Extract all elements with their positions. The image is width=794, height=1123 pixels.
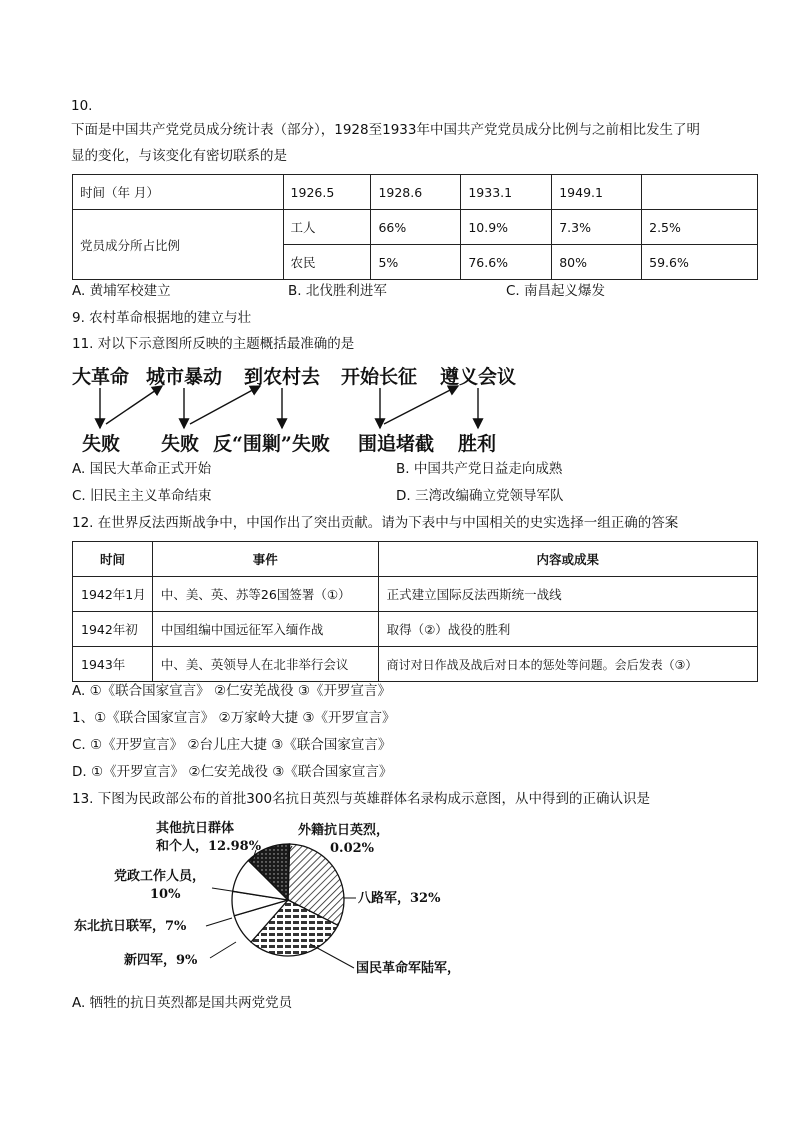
q12-option-a: A. ①《联合国家宣言》 ②仁安羌战役 ③《开罗宣言》 xyxy=(72,683,391,699)
table-cell: 取得（②）战役的胜利 xyxy=(378,612,757,647)
pie-slice-label: 0.02% xyxy=(330,841,375,856)
table-cell: 1943年 xyxy=(73,647,153,682)
flow-node: 大革命 xyxy=(72,366,130,388)
flow-node: 到农村去 xyxy=(244,366,321,388)
peasant-value: 59.6% xyxy=(642,245,758,280)
table-cell: 中、美、英、苏等26国签署（①） xyxy=(152,577,378,612)
peasant-label: 农民 xyxy=(283,245,371,280)
table-cell: 1942年1月 xyxy=(73,577,153,612)
year-cell xyxy=(642,175,758,210)
table-cell: 中、美、英领导人在北非举行会议 xyxy=(152,647,378,682)
peasant-value: 80% xyxy=(552,245,642,280)
composition-label: 党员成分所占比例 xyxy=(73,210,284,280)
peasant-value: 5% xyxy=(371,245,461,280)
q11-option-d: D. 三湾改编确立党领导军队 xyxy=(396,488,564,504)
table-cell: 商讨对日作战及战后对日本的惩处等问题。会后发表（③） xyxy=(378,647,757,682)
q12-stem: 12. 在世界反法西斯战争中，中国作出了突出贡献。请为下表中与中国相关的史实选择一组正确的答案 xyxy=(72,515,679,531)
flow-node: 围追堵截 xyxy=(358,433,435,455)
time-header: 时间（年 月） xyxy=(73,175,284,210)
q11-option-b: B. 中国共产党日益走向成熟 xyxy=(396,461,563,477)
worker-value: 66% xyxy=(371,210,461,245)
q10-table xyxy=(72,174,758,280)
worker-label: 工人 xyxy=(283,210,371,245)
q10-option-a: A. 黄埔军校建立 xyxy=(72,283,171,299)
flow-node: 胜利 xyxy=(458,433,497,455)
pie-slice-label: 其他抗日群体 xyxy=(156,821,235,836)
peasant-value: 76.6% xyxy=(461,245,552,280)
flow-node: 城市暴动 xyxy=(146,366,223,388)
pie-slice-label: 东北抗日联军，7% xyxy=(74,919,187,934)
flow-node: 开始长征 xyxy=(341,366,418,388)
flow-arrows xyxy=(60,380,540,436)
table-header: 时间 xyxy=(73,542,153,577)
q12-option-b: 1、①《联合国家宣言》 ②万家岭大捷 ③《开罗宣言》 xyxy=(72,710,396,726)
q10-option-d: 9. 农村革命根据地的建立与壮 xyxy=(72,310,252,326)
pie-slice-label: 10% xyxy=(150,887,181,902)
worker-value: 10.9% xyxy=(461,210,552,245)
flow-node: 反“围剿”失败 xyxy=(213,433,330,455)
q10-stem-line1: 下面是中国共产党党员成分统计表（部分），1928至1933年中国共产党党员成分比例与之前相比发生了明 xyxy=(71,122,700,138)
q12-option-c: C. ①《开罗宣言》 ②台儿庄大捷 ③《联合国家宣言》 xyxy=(72,737,392,753)
q13-stem: 13. 下图为民政部公布的首批300名抗日英烈与英雄群体名录构成示意图，从中得到的正确认识是 xyxy=(72,791,651,807)
pie-slice-label: 外籍抗日英烈， xyxy=(298,823,390,838)
q12-table xyxy=(72,541,758,682)
q10-option-c: C. 南昌起义爆发 xyxy=(506,283,606,299)
table-cell: 正式建立国际反法西斯统一战线 xyxy=(378,577,757,612)
worker-value: 2.5% xyxy=(642,210,758,245)
q11-option-c: C. 旧民主主义革命结束 xyxy=(72,488,212,504)
q10-number: 10. xyxy=(71,98,93,114)
q11-stem: 11. 对以下示意图所反映的主题概括最准确的是 xyxy=(72,336,355,352)
year-cell: 1926.5 xyxy=(283,175,371,210)
year-cell: 1933.1 xyxy=(461,175,552,210)
q13-option-a: A. 牺牲的抗日英烈都是国共两党党员 xyxy=(72,995,293,1011)
q13-pie-chart xyxy=(60,812,500,992)
pie-slice-label: 党政工作人员， xyxy=(114,869,206,884)
q11-option-a: A. 国民大革命正式开始 xyxy=(72,461,212,477)
worker-value: 7.3% xyxy=(552,210,642,245)
pie-slice-label: 国民革命军陆军， xyxy=(356,961,461,976)
pie-slice-label: 和个人，12.98% xyxy=(156,839,262,854)
flow-node: 失败 xyxy=(161,433,200,455)
pie-slice-label: 新四军，9% xyxy=(124,953,198,968)
pie-leader-line xyxy=(206,918,232,926)
flow-node: 遵义会议 xyxy=(440,366,517,388)
q10-stem-line2: 显的变化，与该变化有密切联系的是 xyxy=(71,148,287,164)
pie-leader-line xyxy=(310,944,354,968)
year-cell: 1928.6 xyxy=(371,175,461,210)
flow-node: 失败 xyxy=(82,433,121,455)
year-cell: 1949.1 xyxy=(552,175,642,210)
table-header: 事件 xyxy=(152,542,378,577)
table-header: 内容或成果 xyxy=(378,542,757,577)
q12-option-d: D. ①《开罗宣言》 ②仁安羌战役 ③《联合国家宣言》 xyxy=(72,764,393,780)
pie-slice-label: 八路军，32% xyxy=(358,891,441,906)
table-cell: 中国组编中国远征军入缅作战 xyxy=(152,612,378,647)
q10-option-b: B. 北伐胜利进军 xyxy=(288,283,387,299)
pie-leader-line xyxy=(210,942,236,958)
table-cell: 1942年初 xyxy=(73,612,153,647)
